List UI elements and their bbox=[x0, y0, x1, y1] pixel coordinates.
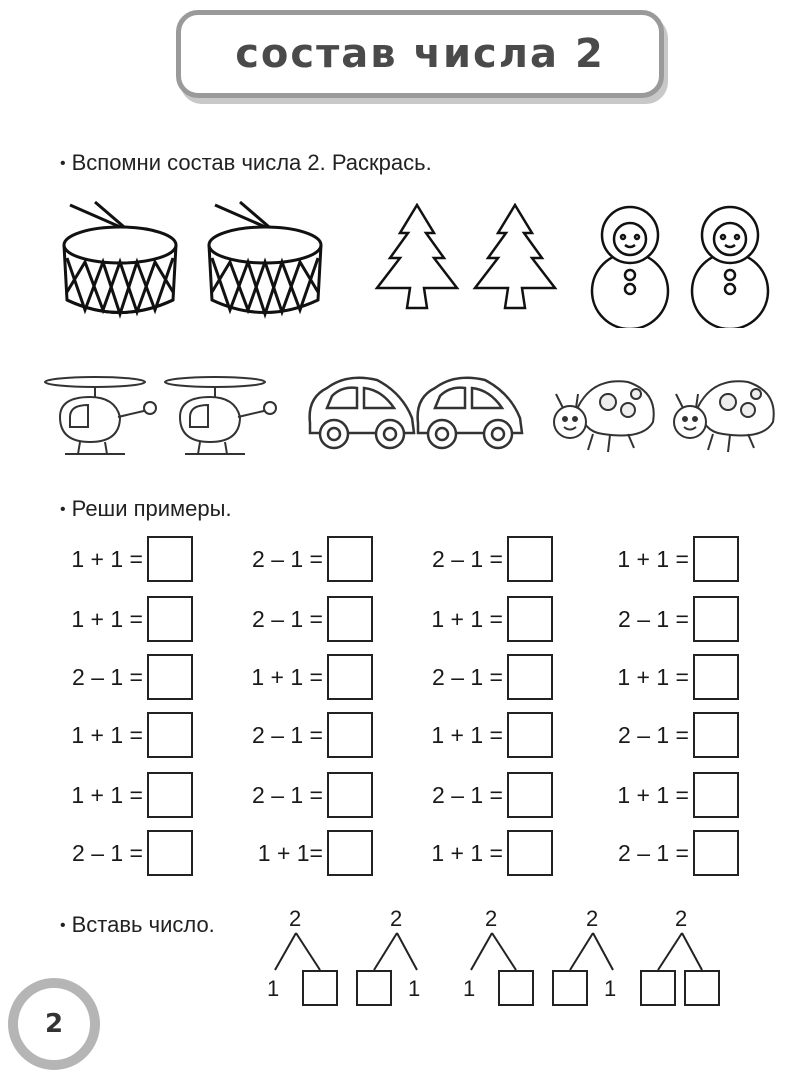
example bbox=[604, 596, 739, 642]
answer-box[interactable] bbox=[693, 712, 739, 758]
example bbox=[604, 830, 739, 876]
example bbox=[238, 596, 373, 642]
example-expression: 2 – 1 = bbox=[252, 605, 323, 632]
instruction-solve bbox=[60, 496, 232, 522]
example-expression: 1 + 1 = bbox=[71, 545, 143, 572]
answer-box[interactable] bbox=[507, 596, 553, 642]
example bbox=[238, 772, 373, 818]
example-expression: 1 + 1 = bbox=[71, 605, 143, 632]
tree-right-box[interactable] bbox=[498, 970, 534, 1006]
example-expression: 2 – 1 = bbox=[252, 545, 323, 572]
answer-box[interactable] bbox=[507, 772, 553, 818]
instruction-insert-text: Вставь число. bbox=[71, 912, 215, 937]
example bbox=[604, 712, 739, 758]
tree-top-number: 2 bbox=[289, 906, 302, 931]
example-expression: 1 + 1 = bbox=[617, 545, 689, 572]
example-expression: 2 – 1 = bbox=[432, 663, 503, 690]
answer-box[interactable] bbox=[327, 712, 373, 758]
roly-poly-doll-icon[interactable] bbox=[685, 203, 775, 328]
answer-box[interactable] bbox=[327, 654, 373, 700]
example bbox=[418, 536, 553, 582]
page-number: 2 bbox=[44, 1009, 64, 1039]
number-tree bbox=[638, 906, 738, 1006]
helicopter-icon[interactable] bbox=[40, 372, 160, 462]
instruction-recall-text: Вспомни состав числа 2. Раскрась. bbox=[71, 150, 432, 175]
example-expression: 1 + 1= bbox=[257, 839, 323, 866]
example bbox=[238, 712, 373, 758]
tree-left-box[interactable] bbox=[552, 970, 588, 1006]
answer-box[interactable] bbox=[693, 536, 739, 582]
tree-right-box[interactable] bbox=[302, 970, 338, 1006]
ladybug-icon[interactable] bbox=[668, 372, 780, 460]
example bbox=[238, 536, 373, 582]
example-expression: 2 – 1 = bbox=[252, 781, 323, 808]
bullet: • bbox=[60, 155, 66, 172]
fir-tree-icon[interactable] bbox=[470, 203, 560, 313]
example-expression: 2 – 1 = bbox=[618, 721, 689, 748]
answer-box[interactable] bbox=[327, 536, 373, 582]
drum-icon[interactable] bbox=[200, 200, 335, 325]
example bbox=[418, 772, 553, 818]
answer-box[interactable] bbox=[693, 596, 739, 642]
tree-top-number: 2 bbox=[390, 906, 403, 931]
ladybug-icon[interactable] bbox=[548, 372, 660, 460]
example bbox=[418, 830, 553, 876]
example bbox=[238, 654, 373, 700]
car-icon[interactable] bbox=[410, 368, 528, 453]
tree-left-number: 1 bbox=[267, 976, 280, 1001]
roly-poly-doll-icon[interactable] bbox=[585, 203, 675, 328]
tree-top-number: 2 bbox=[485, 906, 498, 931]
tree-right-box[interactable] bbox=[684, 970, 720, 1006]
helicopter-icon[interactable] bbox=[160, 372, 280, 462]
example bbox=[604, 536, 739, 582]
example-expression: 2 – 1 = bbox=[72, 663, 143, 690]
answer-box[interactable] bbox=[507, 654, 553, 700]
example-expression: 1 + 1 = bbox=[617, 663, 689, 690]
number-tree bbox=[548, 906, 648, 1006]
example bbox=[58, 654, 193, 700]
tree-right-number: 1 bbox=[604, 976, 617, 1001]
example-expression: 1 + 1 = bbox=[431, 839, 503, 866]
instruction-solve-text: Реши примеры. bbox=[71, 496, 232, 521]
example bbox=[58, 830, 193, 876]
instruction-recall bbox=[60, 150, 432, 176]
example bbox=[58, 772, 193, 818]
example-expression: 2 – 1 = bbox=[618, 839, 689, 866]
answer-box[interactable] bbox=[327, 830, 373, 876]
example-expression: 2 – 1 = bbox=[72, 839, 143, 866]
page-number-badge bbox=[8, 978, 100, 1070]
example bbox=[418, 654, 553, 700]
example bbox=[238, 830, 373, 876]
page-title: состав числа 2 bbox=[235, 31, 605, 77]
tree-top-number: 2 bbox=[586, 906, 599, 931]
fir-tree-icon[interactable] bbox=[372, 203, 462, 313]
example-expression: 2 – 1 = bbox=[432, 781, 503, 808]
example-expression: 1 + 1 = bbox=[71, 721, 143, 748]
drum-icon[interactable] bbox=[55, 200, 190, 325]
number-tree bbox=[458, 906, 558, 1006]
example-expression: 1 + 1 = bbox=[251, 663, 323, 690]
car-icon[interactable] bbox=[302, 368, 420, 453]
example-expression: 2 – 1 = bbox=[252, 721, 323, 748]
example-expression: 1 + 1 = bbox=[431, 721, 503, 748]
tree-left-box[interactable] bbox=[640, 970, 676, 1006]
answer-box[interactable] bbox=[147, 536, 193, 582]
instruction-insert bbox=[60, 912, 215, 938]
answer-box[interactable] bbox=[147, 596, 193, 642]
example bbox=[58, 712, 193, 758]
example-expression: 2 – 1 = bbox=[432, 545, 503, 572]
tree-left-number: 1 bbox=[463, 976, 476, 1001]
answer-box[interactable] bbox=[507, 712, 553, 758]
example-expression: 1 + 1 = bbox=[431, 605, 503, 632]
answer-box[interactable] bbox=[327, 596, 373, 642]
example bbox=[58, 536, 193, 582]
tree-top-number: 2 bbox=[675, 906, 688, 931]
answer-box[interactable] bbox=[693, 772, 739, 818]
example-expression: 1 + 1 = bbox=[617, 781, 689, 808]
answer-box[interactable] bbox=[147, 830, 193, 876]
tree-right-number: 1 bbox=[408, 976, 421, 1001]
example bbox=[58, 596, 193, 642]
bullet: • bbox=[60, 917, 66, 934]
example bbox=[418, 712, 553, 758]
example-expression: 1 + 1 = bbox=[71, 781, 143, 808]
answer-box[interactable] bbox=[147, 772, 193, 818]
answer-box[interactable] bbox=[507, 536, 553, 582]
answer-box[interactable] bbox=[693, 654, 739, 700]
answer-box[interactable] bbox=[507, 830, 553, 876]
example bbox=[418, 596, 553, 642]
answer-box[interactable] bbox=[147, 712, 193, 758]
example bbox=[604, 772, 739, 818]
answer-box[interactable] bbox=[327, 772, 373, 818]
bullet: • bbox=[60, 501, 66, 518]
answer-box[interactable] bbox=[693, 830, 739, 876]
title-banner bbox=[176, 10, 664, 98]
answer-box[interactable] bbox=[147, 654, 193, 700]
example bbox=[604, 654, 739, 700]
number-tree bbox=[352, 906, 452, 1006]
example-expression: 2 – 1 = bbox=[618, 605, 689, 632]
tree-left-box[interactable] bbox=[356, 970, 392, 1006]
number-tree bbox=[262, 906, 362, 1006]
